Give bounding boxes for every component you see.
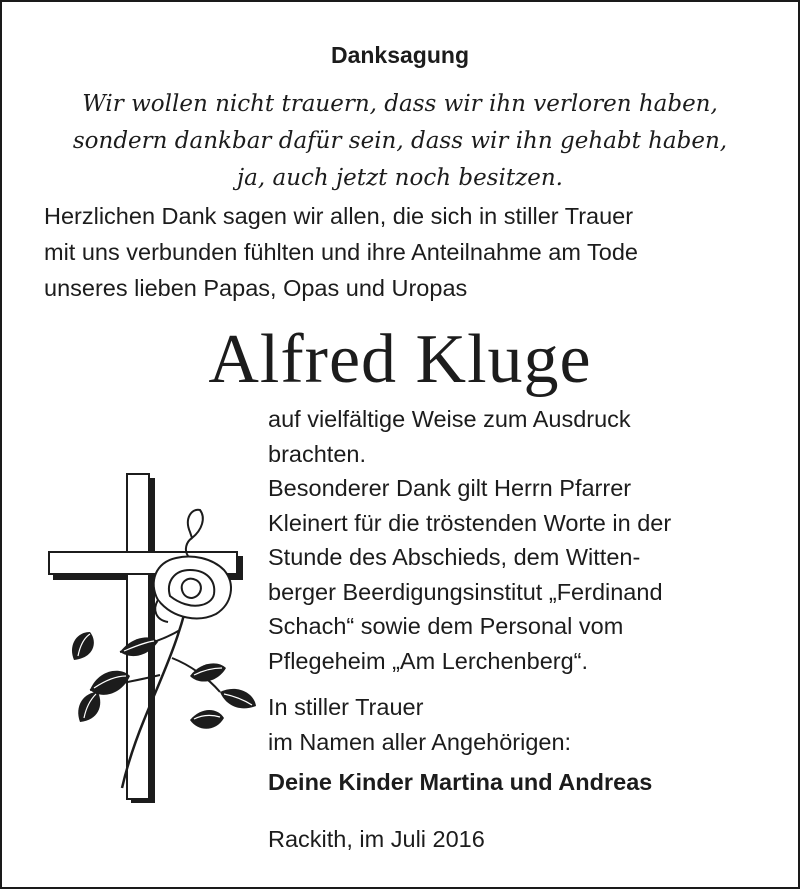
- quote-line: sondern dankbar dafür sein, dass wir ihn gehabt haben,: [72, 128, 728, 154]
- closing-line: In stiller Trauer: [268, 694, 424, 720]
- quote-line: Wir wollen nicht trauern, dass wir ihn verloren haben,: [82, 91, 718, 117]
- place-date: Rackith, im Juli 2016: [268, 825, 485, 852]
- intro-line: Herzlichen Dank sagen wir allen, die sich in stiller Trauer: [44, 203, 634, 229]
- body-line: Schach“ sowie dem Personal vom: [268, 613, 624, 639]
- body-line: berger Beerdigungsinstitut „Ferdinand: [268, 578, 663, 605]
- signature: Deine Kinder Martina und Andreas: [268, 769, 653, 795]
- closing-line: im Namen aller Angehörigen:: [268, 728, 572, 755]
- spacer: [268, 678, 788, 690]
- body-line: Pflegeheim „Am Lerchenberg“.: [268, 647, 589, 674]
- cross-with-rose-icon: [40, 470, 260, 805]
- body-line: Besonderer Dank gilt Herrn Pfarrer: [268, 475, 632, 501]
- thanks-intro: [44, 198, 774, 306]
- intro-line: unseres lieben Papas, Opas und Uropas: [44, 275, 468, 301]
- notice-heading: Danksagung: [330, 42, 470, 68]
- intro-line: mit uns verbunden fühlten und ihre Anteilnahme am Tode: [44, 239, 638, 265]
- memorial-quote: [2, 86, 798, 197]
- thanks-body: [268, 402, 788, 856]
- body-line: auf vielfältige Weise zum Ausdruck: [268, 406, 631, 432]
- body-line: brachten.: [268, 440, 366, 467]
- quote-line: ja, auch jetzt noch besitzen.: [237, 165, 563, 191]
- body-line: Stunde des Abschieds, dem Witten-: [268, 544, 641, 570]
- body-line: Kleinert für die tröstenden Worte in der: [268, 509, 672, 536]
- deceased-name: Alfred Kluge: [208, 321, 592, 398]
